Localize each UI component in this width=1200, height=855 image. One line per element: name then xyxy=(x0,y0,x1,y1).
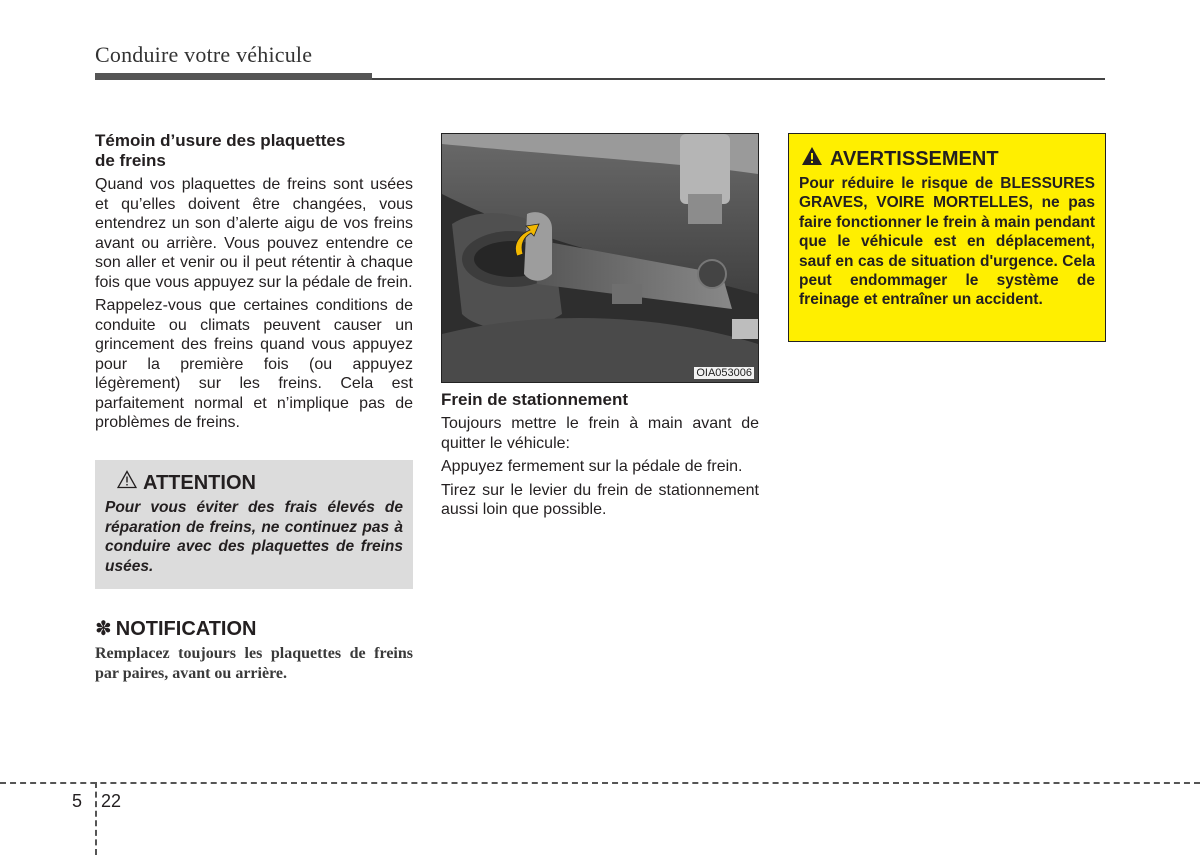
figure-code: OIA053006 xyxy=(696,367,752,379)
brake-pad-wear-heading-line1: Témoin d’usure des plaquettes xyxy=(95,131,346,150)
parking-brake-paragraph-2: Appuyez fermement sur la pédale de frein. xyxy=(441,458,743,475)
brake-pad-wear-heading xyxy=(95,131,413,171)
parking-brake-heading: Frein de stationnement xyxy=(441,390,629,409)
brake-pad-wear-paragraph-1: Quand vos plaquettes de freins sont usées et qu’elles doivent être changées, vous entendrez un son d’alerte aigu de vos freins avant ou arrière. Vous pouvez entendre ce son aller et venir ou il peut rétentir à chaque fois que vous appuyez sur la pédale de frein. xyxy=(95,176,413,291)
warning-text: Pour réduire le risque de BLESSURES GRAVES, VOIRE MORTELLES, ne pas faire fonctionner le frein à main pendant que le véhicule est en déplacement, sauf en cas de situation d'urgence. Cela peut endommager le système de freinage et entraîner un accident. xyxy=(799,175,1095,309)
parking-brake-figure xyxy=(441,133,759,383)
header-rule-accent xyxy=(95,73,372,80)
chapter-number: 5 xyxy=(72,791,83,811)
warning-title: AVERTISSEMENT xyxy=(830,148,999,170)
page-number: 22 xyxy=(101,791,122,811)
footer-divider xyxy=(0,782,1200,784)
warning-triangle-icon xyxy=(801,146,823,172)
warning-heading xyxy=(801,146,1095,172)
left-column xyxy=(95,131,413,437)
warning-box xyxy=(788,133,1106,342)
asterisk-icon: ✽ xyxy=(95,618,112,640)
brake-pad-wear-paragraph-2: Rappelez-vous que certaines conditions de conduite ou climats peuvent causer un grincement des freins quand vous appuyez pour la première fois (ou appuyez légèrement) sur les freins. Cela est parfaitement normal et n’implique pas de problèmes de freins. xyxy=(95,297,413,431)
middle-column xyxy=(441,390,759,524)
notification-title: NOTIFICATION xyxy=(115,618,257,640)
attention-heading xyxy=(117,470,403,495)
parking-brake-illustration xyxy=(442,134,758,382)
parking-brake-paragraph-1: Toujours mettre le frein à main avant de quitter le véhicule: xyxy=(441,415,759,452)
notification-text: Remplacez toujours les plaquettes de freins par paires, avant ou arrière. xyxy=(95,645,413,682)
section-title: Conduire votre véhicule xyxy=(95,42,313,67)
notification xyxy=(95,617,413,684)
brake-pad-wear-heading-line2: de freins xyxy=(95,151,166,170)
attention-title: ATTENTION xyxy=(143,471,256,494)
footer-vertical-divider xyxy=(95,782,97,855)
attention-text: Pour vous éviter des frais élevés de réparation de freins, ne continuez pas à conduire avec des plaquettes de freins usées. xyxy=(105,499,403,575)
parking-brake-paragraph-3: Tirez sur le levier du frein de stationnement aussi loin que possible. xyxy=(441,481,759,518)
attention-box xyxy=(95,460,413,589)
warning-triangle-icon xyxy=(117,470,137,495)
notification-heading xyxy=(95,617,413,641)
